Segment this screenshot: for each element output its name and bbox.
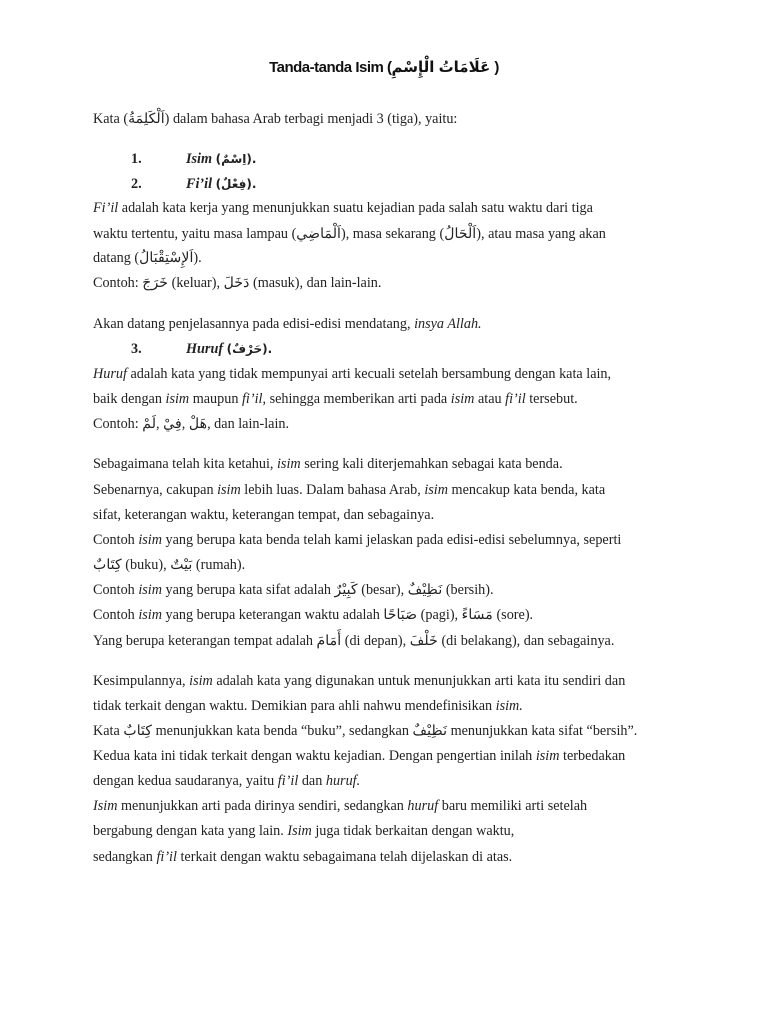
fiil-line-3: datang (اَلإِسْتِقْبَالُ).: [93, 250, 202, 266]
term: fi’il: [156, 849, 177, 865]
huruf-example: Contoh: هَلْ ,فِيْ ,لَمْ, dan lain-lain.: [93, 416, 290, 432]
text: tersebut.: [525, 391, 578, 407]
text: yang berupa kata benda telah kami jelaskan pada edisi-edisi sebelumnya, seperti: [161, 532, 622, 548]
para2-line-1: [93, 672, 625, 690]
text: , sehingga memberikan arti pada: [262, 391, 451, 407]
term: fi’il: [505, 391, 526, 407]
text: Sebenarnya, cakupan: [93, 482, 218, 498]
term: Isim: [287, 823, 312, 839]
para2-line-2: [93, 697, 523, 715]
item-isim: [186, 150, 256, 168]
item-number: 3.: [131, 341, 142, 357]
term: isim: [189, 673, 213, 689]
text: menunjukkan arti pada dirinya sendiri, sedangkan: [117, 798, 408, 814]
item-arabic: (حَرْفٌ).: [226, 342, 273, 356]
item-arabic: (اِسْمٌ).: [215, 152, 257, 166]
term: isim: [165, 391, 190, 407]
term: isim: [217, 482, 241, 498]
text: Contoh: [93, 607, 139, 623]
term: huruf.: [325, 773, 361, 789]
insya-allah: insya Allah.: [414, 316, 482, 332]
item-number: 1.: [131, 151, 142, 167]
text: Contoh: [93, 532, 139, 548]
term-huruf: Huruf: [93, 366, 127, 382]
text: maupun: [189, 391, 242, 407]
text: yang berupa kata sifat adalah كَبِيْرٌ (besar), نَظِيْفٌ (bersih).: [161, 582, 494, 598]
text: lebih luas. Dalam bahasa Arab,: [240, 482, 425, 498]
text: yang berupa keterangan waktu adalah صَبَاحًا (pagi), مَسَاءً (sore).: [161, 607, 534, 623]
fiil-line-2: waktu tertentu, yaitu masa lampau (اَلْمَاضِي), masa sekarang (اَلْحَالُ), atau masa yang akan: [93, 226, 606, 242]
item-term: Fi’il: [186, 176, 213, 192]
para1-line-1: [93, 455, 563, 473]
item-number: 2.: [131, 176, 142, 192]
term: isim.: [495, 698, 523, 714]
para1-line-2: [93, 481, 605, 499]
para2-line-5: [93, 772, 360, 790]
akan-datang-line: [93, 315, 482, 333]
text: Kesimpulannya,: [93, 673, 190, 689]
text: terbedakan: [559, 748, 626, 764]
para2-line-7: [93, 822, 514, 840]
text: baru memiliki arti setelah: [438, 798, 588, 814]
text: adalah kata yang digunakan untuk menunjukkan arti kata itu sendiri dan: [212, 673, 626, 689]
para1-line-5: كِتَابٌ (buku), بَيْتٌ (rumah).: [93, 557, 246, 573]
text: Contoh: [93, 582, 139, 598]
text: sedangkan: [93, 849, 157, 865]
term: isim: [138, 582, 162, 598]
term: isim: [138, 607, 162, 623]
para2-line-3: Kata كِتَابٌ menunjukkan kata benda “buku”, sedangkan نَظِيْفٌ menunjukkan kata sifat “bersih”.: [93, 723, 638, 739]
fiil-example: Contoh: خَرَجَ (keluar), دَخَلَ (masuk), dan lain-lain.: [93, 275, 382, 291]
item-huruf: [186, 340, 272, 358]
para1-line-8: Yang berupa keterangan tempat adalah أَمَامَ (di depan), خَلْفَ (di belakang), dan sebagainya.: [93, 633, 615, 649]
para1-line-6: [93, 581, 494, 599]
text: adalah kata kerja yang menunjukkan suatu kejadian pada salah satu waktu dari tiga: [118, 200, 593, 216]
intro-line: Kata (اَلْكَلِمَةُ) dalam bahasa Arab terbagi menjadi 3 (tiga), yaitu:: [93, 111, 458, 127]
text: tidak terkait dengan waktu. Demikian para ahli nahwu mendefinisikan: [93, 698, 496, 714]
para1-line-7: [93, 606, 533, 624]
term: fi’il: [277, 773, 299, 789]
para2-line-6: [93, 797, 587, 815]
item-term: Huruf: [186, 341, 224, 357]
huruf-line-1: [93, 365, 611, 383]
para1-line-4: [93, 531, 621, 549]
fiil-line-1: [93, 199, 593, 217]
item-arabic: (فِعْلٌ).: [215, 177, 257, 191]
text: sering kali diterjemahkan sebagai kata benda.: [300, 456, 563, 472]
term: isim: [535, 748, 560, 764]
text: dan: [298, 773, 326, 789]
term: fi’il: [241, 391, 263, 407]
term-fiil: Fi’il: [93, 200, 119, 216]
para2-line-8: [93, 848, 512, 866]
text: baik dengan: [93, 391, 166, 407]
term: huruf: [407, 798, 439, 814]
item-term: Isim: [186, 151, 213, 167]
text: mencakup kata benda, kata: [448, 482, 606, 498]
term: Isim: [93, 798, 118, 814]
page-title: Tanda-tanda Isim (عَلَامَاتُ الْإِسْمِ ): [269, 59, 499, 76]
text: dengan kedua saudaranya, yaitu: [93, 773, 278, 789]
term: isim: [138, 532, 162, 548]
item-fiil: [186, 175, 256, 193]
text: juga tidak berkaitan dengan waktu,: [311, 823, 515, 839]
para2-line-4: [93, 747, 625, 765]
para1-line-3: sifat, keterangan waktu, keterangan tempat, dan sebagainya.: [93, 507, 435, 523]
huruf-line-2: [93, 390, 578, 408]
text: atau: [474, 391, 506, 407]
text: terkait dengan waktu sebagaimana telah dijelaskan di atas.: [176, 849, 513, 865]
text: adalah kata yang tidak mempunyai arti kecuali setelah bersambung dengan kata lain,: [126, 366, 612, 382]
text: Kedua kata ini tidak terkait dengan waktu kejadian. Dengan pengertian inilah: [93, 748, 536, 764]
term: isim: [450, 391, 475, 407]
text: Akan datang penjelasannya pada edisi-edisi mendatang,: [93, 316, 415, 332]
term: isim: [424, 482, 448, 498]
text: Sebagaimana telah kita ketahui,: [93, 456, 277, 472]
term: isim: [276, 456, 301, 472]
text: bergabung dengan kata yang lain.: [93, 823, 288, 839]
